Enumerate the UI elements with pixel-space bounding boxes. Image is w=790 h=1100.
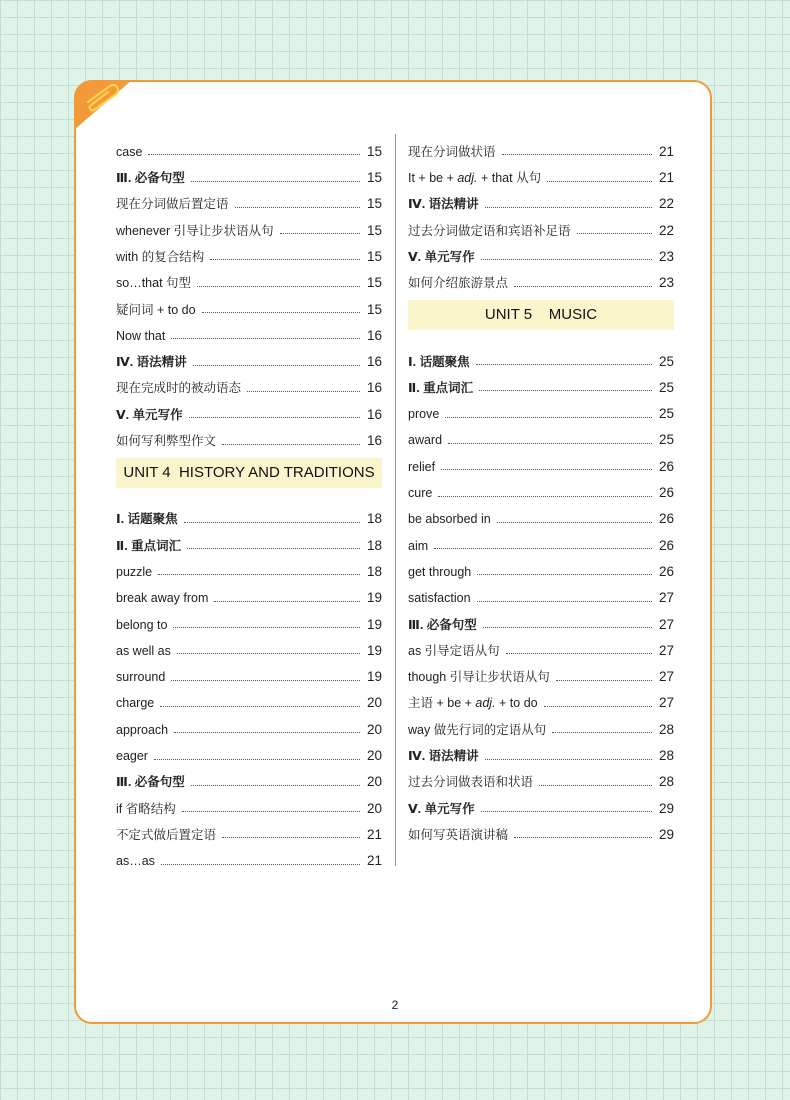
toc-entry[interactable] bbox=[408, 578, 674, 604]
toc-page-number: 23 bbox=[658, 275, 674, 291]
toc-page-number: 25 bbox=[658, 379, 674, 395]
dot-leader bbox=[214, 601, 360, 602]
dot-leader bbox=[171, 338, 360, 339]
toc-entry[interactable] bbox=[116, 316, 382, 342]
toc-entry[interactable] bbox=[116, 211, 382, 237]
toc-page-number: 15 bbox=[366, 143, 382, 159]
toc-entry[interactable] bbox=[408, 394, 674, 420]
dot-leader bbox=[177, 653, 360, 654]
dot-leader bbox=[189, 417, 360, 418]
toc-entry-label: award bbox=[408, 433, 443, 448]
toc-entry-label: 过去分词做表语和状语 bbox=[408, 775, 534, 790]
toc-section-label: Ⅲ. 必备句型 bbox=[116, 171, 185, 186]
toc-entry[interactable] bbox=[408, 815, 674, 841]
toc-section-label: Ⅰ. 话题聚焦 bbox=[408, 354, 470, 369]
toc-page-number: 19 bbox=[366, 590, 382, 606]
dot-leader bbox=[161, 864, 360, 865]
toc-section-label: Ⅱ. 重点词汇 bbox=[408, 380, 474, 395]
toc-page-number: 18 bbox=[366, 537, 382, 553]
toc-entry-label: surround bbox=[116, 670, 166, 685]
toc-page-number: 16 bbox=[366, 433, 382, 449]
toc-entry-label: 疑问词 + to do bbox=[116, 302, 196, 317]
toc-page-number: 19 bbox=[366, 669, 382, 685]
toc-section-label: Ⅳ. 语法精讲 bbox=[408, 197, 479, 212]
toc-entry-label: satisfaction bbox=[408, 591, 471, 606]
toc-entry[interactable] bbox=[408, 710, 674, 736]
toc-entry[interactable] bbox=[116, 185, 382, 211]
toc-page-number: 29 bbox=[658, 800, 674, 816]
toc-entry[interactable] bbox=[408, 789, 674, 815]
toc-page-number: 27 bbox=[658, 590, 674, 606]
toc-entry[interactable] bbox=[116, 500, 382, 526]
dot-leader bbox=[191, 181, 360, 182]
dot-leader bbox=[514, 286, 652, 287]
toc-entry-label: case bbox=[116, 144, 143, 159]
toc-section-label: Ⅴ. 单元写作 bbox=[408, 249, 475, 264]
dot-leader bbox=[448, 443, 652, 444]
toc-page-number: 15 bbox=[366, 248, 382, 264]
toc-entry-label: 过去分词做定语和宾语补足语 bbox=[408, 223, 571, 238]
toc-entry-label: 如何写利弊型作文 bbox=[116, 434, 217, 449]
toc-entry[interactable] bbox=[408, 684, 674, 710]
toc-entry-label: cure bbox=[408, 486, 433, 501]
toc-entry-label: charge bbox=[116, 696, 155, 711]
toc-entry-label: eager bbox=[116, 749, 148, 764]
toc-entry[interactable] bbox=[116, 132, 382, 158]
dot-leader bbox=[438, 496, 652, 497]
dot-leader bbox=[222, 837, 360, 838]
toc-page-number: 29 bbox=[658, 826, 674, 842]
dot-leader bbox=[235, 207, 360, 208]
dot-leader bbox=[182, 811, 360, 812]
toc-entry[interactable] bbox=[116, 421, 382, 447]
toc-entry[interactable] bbox=[408, 263, 674, 289]
left-entries-a bbox=[116, 132, 382, 448]
toc-entry[interactable] bbox=[408, 473, 674, 499]
toc-page-number: 20 bbox=[366, 695, 382, 711]
toc-page-number: 18 bbox=[366, 563, 382, 579]
toc-entry-label-italic: adj. bbox=[457, 171, 478, 186]
toc-page-number: 25 bbox=[658, 406, 674, 422]
toc-entry[interactable] bbox=[408, 605, 674, 631]
toc-entry[interactable] bbox=[116, 526, 382, 552]
toc-entry[interactable] bbox=[408, 158, 674, 184]
dot-leader bbox=[483, 627, 652, 628]
toc-page-number: 22 bbox=[658, 196, 674, 212]
toc-entry[interactable] bbox=[116, 578, 382, 604]
toc-entry-label bbox=[408, 697, 538, 710]
toc-page-number: 19 bbox=[366, 616, 382, 632]
toc-entry[interactable] bbox=[116, 605, 382, 631]
toc-entry[interactable] bbox=[116, 631, 382, 657]
toc-entry[interactable] bbox=[116, 815, 382, 841]
dot-leader bbox=[148, 154, 360, 155]
toc-section-label: Ⅲ. 必备句型 bbox=[116, 775, 185, 790]
toc-entry-label: as 引导定语从句 bbox=[408, 643, 500, 658]
toc-page-number: 23 bbox=[658, 248, 674, 264]
toc-entry[interactable] bbox=[116, 710, 382, 736]
toc-page-number: 20 bbox=[366, 721, 382, 737]
toc-entry-label-post: + to do bbox=[495, 696, 538, 711]
toc-entry-label: as well as bbox=[116, 643, 171, 658]
toc-entry-label: break away from bbox=[116, 591, 209, 606]
toc-page-number: 25 bbox=[658, 353, 674, 369]
toc-entry[interactable] bbox=[408, 552, 674, 578]
dot-leader bbox=[445, 417, 652, 418]
toc-entry[interactable] bbox=[408, 526, 674, 552]
toc-page-number: 15 bbox=[366, 222, 382, 238]
right-column bbox=[408, 132, 674, 841]
toc-page-number: 26 bbox=[658, 511, 674, 527]
toc-entry[interactable] bbox=[116, 395, 382, 421]
dot-leader bbox=[222, 444, 360, 445]
toc-entry[interactable] bbox=[116, 237, 382, 263]
toc-entry-label: with 的复合结构 bbox=[116, 249, 205, 264]
toc-entry[interactable] bbox=[408, 211, 674, 237]
toc-entry-label-post: + that 从句 bbox=[477, 171, 542, 186]
toc-page-number: 18 bbox=[366, 511, 382, 527]
toc-page-number: 15 bbox=[366, 196, 382, 212]
toc-entry[interactable] bbox=[408, 657, 674, 683]
toc-section-label: Ⅳ. 语法精讲 bbox=[408, 749, 479, 764]
toc-entry-label: as…as bbox=[116, 854, 155, 869]
toc-section-label: Ⅴ. 单元写作 bbox=[408, 801, 475, 816]
toc-page-number: 16 bbox=[366, 354, 382, 370]
dot-leader bbox=[184, 522, 360, 523]
unit-5-heading: UNIT 5 MUSIC bbox=[408, 300, 674, 330]
dot-leader bbox=[544, 706, 652, 707]
toc-section-label: Ⅴ. 单元写作 bbox=[116, 407, 183, 422]
toc-page-number: 21 bbox=[366, 853, 382, 869]
dot-leader bbox=[539, 785, 652, 786]
toc-page-number: 21 bbox=[366, 826, 382, 842]
toc-page-number: 28 bbox=[658, 774, 674, 790]
dot-leader bbox=[485, 207, 652, 208]
dot-leader bbox=[187, 548, 360, 549]
dot-leader bbox=[202, 312, 360, 313]
toc-page-number: 25 bbox=[658, 432, 674, 448]
dot-leader bbox=[171, 680, 360, 681]
toc-page-number: 27 bbox=[658, 642, 674, 658]
toc-entry-label-pre: 主语 + be + bbox=[408, 696, 476, 711]
unit-4-heading: UNIT 4 HISTORY AND TRADITIONS bbox=[116, 458, 382, 488]
toc-page-number: 26 bbox=[658, 537, 674, 553]
toc-entry-label: approach bbox=[116, 722, 169, 737]
toc-entry[interactable] bbox=[116, 290, 382, 316]
toc-entry[interactable] bbox=[408, 631, 674, 657]
toc-entry-label: relief bbox=[408, 459, 436, 474]
dot-leader bbox=[497, 522, 652, 523]
dot-leader bbox=[441, 469, 652, 470]
toc-entry-label: 不定式做后置定语 bbox=[116, 827, 217, 842]
toc-entry[interactable] bbox=[408, 447, 674, 473]
dot-leader bbox=[247, 391, 360, 392]
toc-entry-label: if 省略结构 bbox=[116, 801, 176, 816]
toc-page-number: 22 bbox=[658, 222, 674, 238]
toc-page-number: 27 bbox=[658, 616, 674, 632]
toc-entry-label bbox=[408, 172, 541, 185]
toc-page-number: 15 bbox=[366, 170, 382, 186]
toc-page-number: 15 bbox=[366, 275, 382, 291]
dot-leader bbox=[502, 154, 652, 155]
dot-leader bbox=[191, 785, 360, 786]
dot-leader bbox=[434, 548, 652, 549]
dot-leader bbox=[514, 837, 652, 838]
dot-leader bbox=[479, 390, 652, 391]
toc-page-number: 28 bbox=[658, 721, 674, 737]
dot-leader bbox=[481, 259, 652, 260]
toc-entry[interactable] bbox=[116, 657, 382, 683]
toc-entry[interactable] bbox=[408, 368, 674, 394]
toc-entry-label: 如何写英语演讲稿 bbox=[408, 827, 509, 842]
dot-leader bbox=[160, 706, 360, 707]
toc-entry[interactable] bbox=[116, 552, 382, 578]
dot-leader bbox=[158, 574, 360, 575]
toc-entry[interactable] bbox=[116, 763, 382, 789]
dot-leader bbox=[197, 286, 360, 287]
toc-entry[interactable] bbox=[408, 237, 674, 263]
toc-page-number: 27 bbox=[658, 669, 674, 685]
toc-entry-label: 现在完成时的被动语态 bbox=[116, 381, 242, 396]
dot-leader bbox=[210, 259, 360, 260]
left-entries-b bbox=[116, 500, 382, 868]
paperclip-corner-icon bbox=[74, 80, 134, 132]
toc-entry-label: so…that 句型 bbox=[116, 276, 192, 291]
toc-section-label: Ⅲ. 必备句型 bbox=[408, 617, 477, 632]
toc-page-number: 20 bbox=[366, 748, 382, 764]
toc-entry-label: Now that bbox=[116, 328, 166, 343]
right-entries-a bbox=[408, 132, 674, 290]
dot-leader bbox=[547, 181, 652, 182]
toc-page-number: 21 bbox=[658, 170, 674, 186]
toc-entry[interactable] bbox=[116, 684, 382, 710]
dot-leader bbox=[193, 365, 360, 366]
dot-leader bbox=[552, 732, 652, 733]
toc-entry-label: be absorbed in bbox=[408, 512, 491, 527]
toc-entry-label: get through bbox=[408, 564, 472, 579]
toc-entry[interactable] bbox=[116, 736, 382, 762]
toc-entry[interactable] bbox=[116, 158, 382, 184]
toc-section-label: Ⅳ. 语法精讲 bbox=[116, 355, 187, 370]
toc-entry[interactable] bbox=[116, 369, 382, 395]
dot-leader bbox=[154, 759, 360, 760]
toc-entry[interactable] bbox=[408, 342, 674, 368]
dot-leader bbox=[477, 601, 652, 602]
toc-page-number: 16 bbox=[366, 406, 382, 422]
toc-entry-label: 如何介绍旅游景点 bbox=[408, 276, 509, 291]
dot-leader bbox=[174, 732, 360, 733]
toc-entry-label: 现在分词做后置定语 bbox=[116, 197, 229, 212]
toc-section-label: Ⅰ. 话题聚焦 bbox=[116, 512, 178, 527]
toc-entry-label: prove bbox=[408, 407, 440, 422]
dot-leader bbox=[485, 759, 652, 760]
toc-page-number: 27 bbox=[658, 695, 674, 711]
toc-page-number: 21 bbox=[658, 143, 674, 159]
toc-page-number: 16 bbox=[366, 380, 382, 396]
dot-leader bbox=[481, 811, 652, 812]
toc-page-number: 26 bbox=[658, 563, 674, 579]
toc-page-number: 28 bbox=[658, 748, 674, 764]
toc-page-number: 26 bbox=[658, 485, 674, 501]
page-number: 2 bbox=[391, 998, 399, 1012]
toc-entry[interactable] bbox=[408, 500, 674, 526]
toc-entry-label: whenever 引导让步状语从句 bbox=[116, 223, 274, 238]
toc-entry[interactable] bbox=[116, 263, 382, 289]
toc-entry-label: though 引导让步状语从句 bbox=[408, 670, 550, 685]
right-entries-b bbox=[408, 342, 674, 842]
toc-page-number: 19 bbox=[366, 642, 382, 658]
dot-leader bbox=[477, 574, 652, 575]
toc-page-number: 15 bbox=[366, 301, 382, 317]
dot-leader bbox=[173, 627, 360, 628]
toc-page-number: 26 bbox=[658, 458, 674, 474]
toc-entry[interactable] bbox=[408, 736, 674, 762]
dot-leader bbox=[577, 233, 652, 234]
dot-leader bbox=[506, 653, 652, 654]
toc-entry[interactable] bbox=[116, 841, 382, 867]
toc-entry[interactable] bbox=[408, 132, 674, 158]
toc-entry-label-italic: adj. bbox=[475, 696, 496, 711]
toc-entry[interactable] bbox=[408, 421, 674, 447]
toc-entry[interactable] bbox=[408, 185, 674, 211]
dot-leader bbox=[556, 680, 652, 681]
toc-page-number: 20 bbox=[366, 774, 382, 790]
toc-entry-label: way 做先行词的定语从句 bbox=[408, 722, 547, 737]
toc-entry-label-pre: It + be + bbox=[408, 171, 458, 186]
toc-entry-label: belong to bbox=[116, 617, 168, 632]
toc-page-number: 20 bbox=[366, 800, 382, 816]
toc-entry[interactable] bbox=[116, 789, 382, 815]
toc-entry[interactable] bbox=[408, 763, 674, 789]
toc-entry-label: puzzle bbox=[116, 564, 153, 579]
toc-entry-label: aim bbox=[408, 538, 429, 553]
toc-entry[interactable] bbox=[116, 342, 382, 368]
dot-leader bbox=[476, 364, 652, 365]
toc-entry-label: 现在分词做状语 bbox=[408, 144, 496, 159]
left-column bbox=[116, 132, 382, 868]
column-divider bbox=[395, 134, 396, 866]
toc-page-number: 16 bbox=[366, 327, 382, 343]
dot-leader bbox=[280, 233, 360, 234]
toc-section-label: Ⅱ. 重点词汇 bbox=[116, 538, 182, 553]
